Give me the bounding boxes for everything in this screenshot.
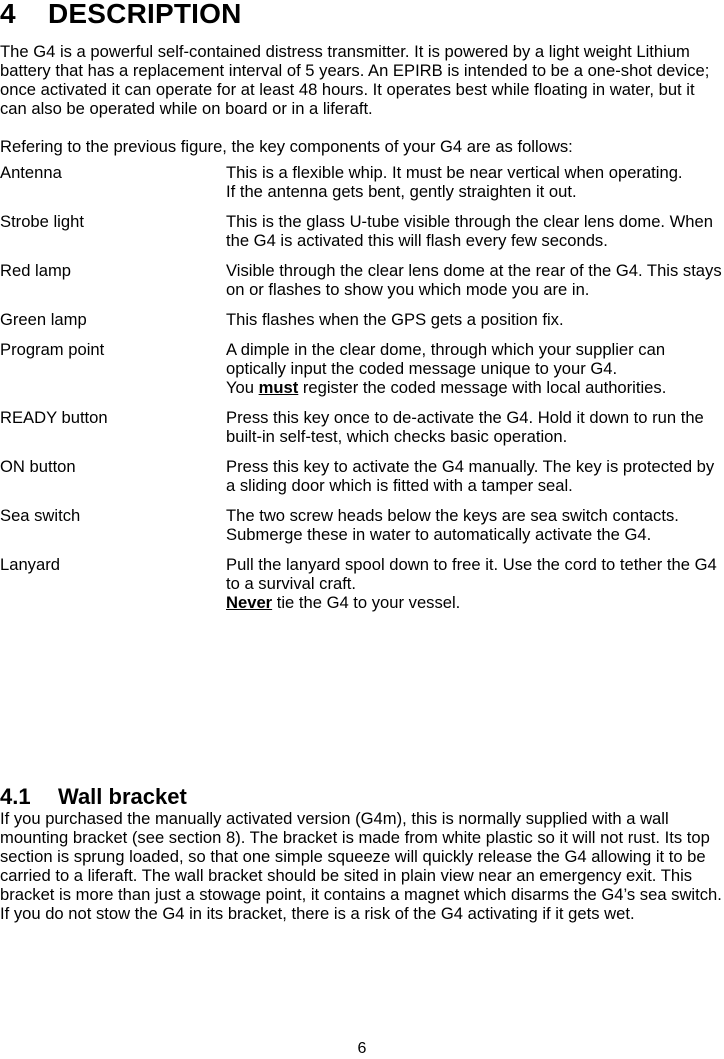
- component-description: [226, 212, 724, 250]
- emphasis-word: must: [258, 378, 299, 397]
- description-line: This is a flexible whip. It must be near vertical when operating.: [226, 163, 683, 182]
- component-term: Sea switch: [0, 506, 81, 525]
- component-row: [0, 408, 724, 446]
- section-heading: [0, 0, 242, 30]
- component-term: READY button: [0, 408, 108, 427]
- component-row: [0, 506, 724, 544]
- component-term: ON button: [0, 457, 76, 476]
- emphasis-suffix: tie the G4 to your vessel.: [272, 593, 461, 612]
- section-title: DESCRIPTION: [48, 0, 242, 29]
- description-line: A dimple in the clear dome, through which your supplier can optically input the coded message unique to your G4.: [226, 340, 666, 378]
- description-line: Press this key once to de-activate the G4. Hold it down to run the built-in self-test, which checks basic operation.: [226, 408, 704, 446]
- component-description: [226, 457, 724, 495]
- component-term: Strobe light: [0, 212, 84, 231]
- component-list: [0, 163, 724, 623]
- component-term: Lanyard: [0, 555, 60, 574]
- component-row: [0, 340, 724, 397]
- description-line: This flashes when the GPS gets a position fix.: [226, 310, 564, 329]
- emphasis-prefix: You: [226, 378, 259, 397]
- subsection-title: Wall bracket: [58, 784, 187, 809]
- page-number: 6: [357, 1040, 367, 1057]
- description-line: If the antenna gets bent, gently straighten it out.: [226, 182, 577, 201]
- lead-paragraph: Refering to the previous figure, the key components of your G4 are as follows:: [0, 137, 573, 156]
- component-term: Antenna: [0, 163, 62, 182]
- component-row: [0, 555, 724, 612]
- component-description: [226, 310, 724, 329]
- description-emphasis-line: [226, 378, 724, 397]
- section-number: 4: [0, 0, 16, 29]
- component-description: [226, 340, 724, 397]
- component-term: Program point: [0, 340, 105, 359]
- component-row: [0, 163, 724, 201]
- component-row: [0, 310, 724, 329]
- description-line: Pull the lanyard spool down to free it. Use the cord to tether the G4 to a survival craft.: [226, 555, 717, 593]
- component-description: [226, 408, 724, 446]
- description-line: The two screw heads below the keys are sea switch contacts. Submerge these in water to automatically activate the G4.: [226, 506, 679, 544]
- component-row: [0, 212, 724, 250]
- component-description: [226, 261, 724, 299]
- subsection-number: 4.1: [0, 784, 31, 809]
- component-description: [226, 163, 724, 201]
- intro-paragraph: The G4 is a powerful self-contained distress transmitter. It is powered by a light weight Lithium battery that has a replacement interval of 5 years. An EPIRB is intended to be a one-shot device; once activated it can operate for at least 48 hours. It operates best while floating in water, but it can also be operated while on board or in a liferaft.: [0, 42, 710, 118]
- wall-bracket-paragraph: If you purchased the manually activated version (G4m), this is normally supplied with a wall mounting bracket (see section 8). The bracket is made from white plastic so it will not rust. Its top section is sprung loaded, so that one simple squeeze will quickly release the G4 allowing it to be carried to a liferaft. The wall bracket should be sited in plain view near an emergency exit. This bracket is more than just a stowage point, it contains a magnet which disarms the G4’s sea switch. If you do not stow the G4 in its bracket, there is a risk of the G4 activating if it gets wet.: [0, 809, 722, 923]
- description-line: This is the glass U-tube visible through the clear lens dome. When the G4 is activated this will flash every few seconds.: [226, 212, 713, 250]
- description-line: Visible through the clear lens dome at the rear of the G4. This stays on or flashes to show you which mode you are in.: [226, 261, 722, 299]
- description-emphasis-line: [226, 593, 724, 612]
- emphasis-word: Never: [226, 593, 273, 612]
- component-description: [226, 506, 724, 544]
- component-row: [0, 457, 724, 495]
- component-row: [0, 261, 724, 299]
- component-term: Green lamp: [0, 310, 87, 329]
- component-term: Red lamp: [0, 261, 72, 280]
- description-line: Press this key to activate the G4 manually. The key is protected by a sliding door which is fitted with a tamper seal.: [226, 457, 715, 495]
- subsection-heading: [0, 784, 187, 810]
- emphasis-suffix: register the coded message with local authorities.: [298, 378, 667, 397]
- component-description: [226, 555, 724, 612]
